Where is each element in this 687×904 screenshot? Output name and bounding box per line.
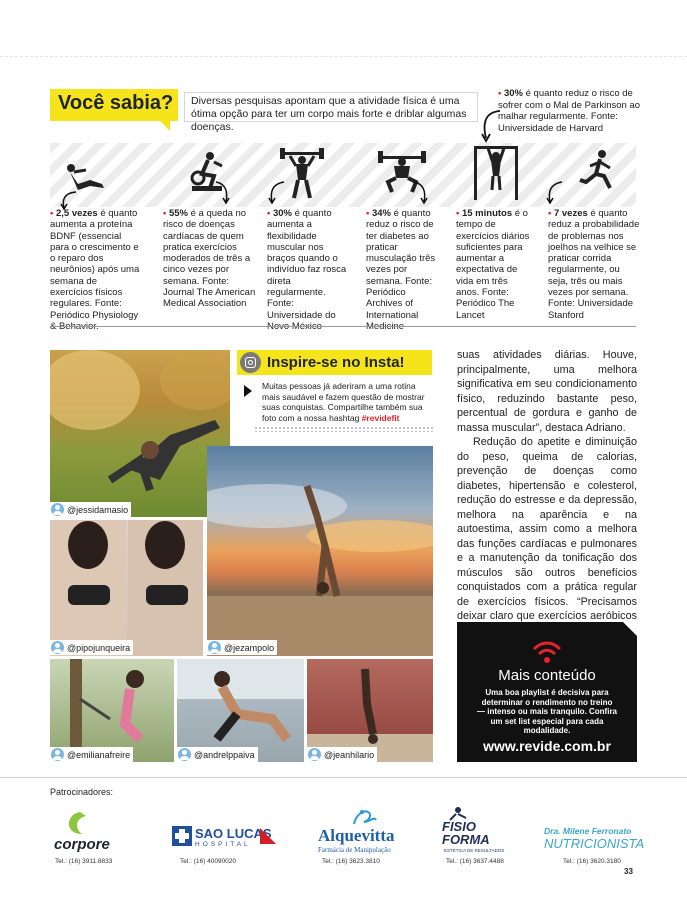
photo-tag: @pipojunqueira: [50, 640, 133, 655]
running-icon: [570, 146, 630, 206]
corpore-logo: corpore: [52, 808, 122, 856]
sponsors-label: Patrocinadores:: [50, 787, 114, 797]
sponsor-tel: Tel.: (16) 3911.8833: [55, 858, 113, 865]
page-number: 33: [624, 867, 633, 876]
photo-andrelppaiva: [177, 659, 304, 762]
milene-ferronato-logo: Dra. Milene Ferronato NUTRICIONISTA: [544, 826, 645, 851]
intro-text: Diversas pesquisas apontam que a atividade física é uma ótima opção para ter um corpo mais forte e driblar algumas doenças.: [184, 92, 478, 122]
alquevitta-logo: Alquevitta Farmácia de Manipulação: [316, 806, 412, 856]
website-link[interactable]: www.revide.com.br: [483, 738, 611, 754]
insta-title: Inspire-se no Insta!: [267, 354, 405, 371]
article-body: [457, 348, 637, 653]
user-avatar-icon: [208, 641, 221, 654]
fact-highlight: 30%: [272, 208, 292, 219]
photo-tag: @jezampolo: [207, 640, 277, 655]
paragraph: Redução do apetite e diminuição do peso, queima de calorias, prevenção de doenças como diabetes, hipertensão e colesterol, redução do estresse e da depressão, melhora na aparência e na autoestima, assim como a melhora das funções cardíacas e pulmonares e a manutenção da tonificação dos músculos são outros benefícios conquistados com a prática regular de exercícios físicos. “Precisamos deixar claro que exercícios aeróbicos: [457, 435, 637, 653]
voce-sabia-title: Você sabia?: [58, 92, 174, 114]
user-avatar-icon: [51, 503, 64, 516]
dotted-rule: [254, 426, 434, 432]
fact-text: é quanto aumenta a flexibilidade muscular nos braços quando o indivíduo faz rosca direta regularmente. Fonte: Universidade do Novo México: [267, 208, 347, 332]
curved-arrow-icon: [268, 180, 286, 206]
fact-item-1: • 2,5 vezes é quanto aumenta a proteína BDNF (essencial para o crescimento e o reparo dos neurônios) após uma semana de exercícios físicos regulares. Fonte: Periódico Physiology & Behavior.: [50, 208, 140, 332]
paragraph: suas atividades diárias. Houve, principalmente, uma melhora significativa em seu condicionamento físico, reduzindo bastante peso, percentual de gordura e ganho de massa muscular”, destaca Adriano.: [457, 349, 637, 434]
photo-pipojunqueira: [50, 520, 203, 656]
fact-highlight: 2,5 vezes: [55, 208, 98, 219]
photo-tag: @emilianafreire: [50, 747, 133, 762]
fact-text: é o tempo de exercícios diários suficientes para aumentar a expectativa de vida em três anos. Fonte: Periódico The Lancet: [456, 208, 530, 321]
sao-lucas-logo: SAO LUCAS HOSPITAL: [172, 826, 282, 856]
fact-item-4: • 34% é quanto reduz o risco de ter diabetes ao praticar musculação três vezes por semana. Fonte: Periódico Archives of International Medicine: [366, 208, 436, 332]
photo-jezampolo: [207, 446, 433, 656]
wifi-icon: [532, 640, 562, 664]
fact-text: é quanto aumenta a proteína BDNF (essencial para o crescimento e o reparo dos neurônios) após uma semana de exercícios físicos regulares. Fonte: Periódico Physiology & Behavior.: [50, 208, 140, 332]
mais-text: Uma boa playlist é decisiva para determinar o rendimento no treino — intenso ou mais tranquilo. Confira um set list especial para cada modalidade.: [477, 688, 618, 736]
fisio-forma-logo: FISIO FORMA ESTÉTICA DE RESULTADOS: [442, 806, 502, 856]
photo-emilianafreire: [50, 659, 174, 762]
sponsor-tel: Tel.: (16) 40090020: [180, 858, 237, 865]
fact-highlight: 7 vezes: [553, 208, 588, 219]
fact-item-5: • 15 minutos é o tempo de exercícios diários suficientes para aumentar a expectativa de vida em três anos. Fonte: Periódico The Lancet: [456, 208, 530, 321]
instagram-icon: [240, 352, 261, 373]
sponsor-tel: Tel.: (16) 3623.3810: [322, 858, 380, 865]
photo-jeanhilario: [307, 659, 433, 762]
photo-tag: @andrelppaiva: [177, 747, 258, 762]
voce-sabia-heading-box: [50, 89, 178, 121]
fact-item-2: • 55% é a queda no risco de doenças cardíacas de quem pratica exercícios moderados de três a cinco vezes por semana. Fonte: Journal The American Medical Association: [163, 208, 256, 310]
fact-item-6: • 7 vezes é quanto reduz a probabilidade de problemas nos joelhos na velhice se praticar corrida regularmente, ou seja, três ou mais vezes por semana. Fonte: Universidade Stanford: [548, 208, 640, 321]
triangle-marker-icon: [244, 385, 252, 397]
fact-highlight: 15 minutos: [461, 208, 513, 219]
photo-jessidamasio: [50, 350, 230, 517]
fact-highlight: 55%: [168, 208, 188, 219]
user-avatar-icon: [51, 641, 64, 654]
curved-arrow-icon: [546, 180, 564, 206]
fact-text: é quanto reduz o risco de sofrer com o Mal de Parkinson ao malhar regularmente. Fonte: Universidade de Harvard: [498, 88, 641, 134]
photo-tag: @jeanhilario: [307, 747, 377, 762]
user-avatar-icon: [308, 748, 321, 761]
curved-arrow-icon: [412, 180, 430, 206]
curved-arrow-icon: [478, 108, 504, 144]
mais-title: Mais conteúdo: [498, 667, 596, 684]
pullup-bar-icon: [466, 142, 526, 202]
fact-highlight: 30%: [503, 88, 523, 99]
fact-text: é quanto reduz a probabilidade de problemas nos joelhos na velhice se praticar corrida regularmente, ou seja, três ou mais vezes por semana. Fonte: Universidade Stanford: [548, 208, 640, 321]
curved-arrow-icon: [214, 180, 232, 206]
top-dashed-line: [0, 56, 687, 57]
fact-text: é quanto reduz o risco de ter diabetes ao praticar musculação três vezes por semana. Fonte: Periódico Archives of International Medicine: [366, 208, 436, 332]
sponsors-divider: [0, 777, 687, 778]
photo-tag: @jessidamasio: [50, 502, 131, 517]
sponsor-tel: Tel.: (16) 3620.3180: [563, 858, 621, 865]
hashtag: #revidefit: [361, 412, 400, 423]
insta-text: Muitas pessoas já aderiram a uma rotina mais saudável e fazem questão de mostrar suas conquistas. Compartilhe também sua foto com a nossa hashtag #revidefit: [262, 381, 425, 423]
section-divider: [50, 326, 636, 327]
insta-heading-box: [237, 350, 432, 375]
fact-parkinson: • 30% é quanto reduz o risco de sofrer com o Mal de Parkinson ao malhar regularmente. Fonte: Universidade de Harvard: [498, 88, 641, 134]
user-avatar-icon: [178, 748, 191, 761]
fact-highlight: 34%: [371, 208, 391, 219]
fact-text: é a queda no risco de doenças cardíacas de quem pratica exercícios moderados de três a cinco vezes por semana. Fonte: Journal The American Medical Association: [163, 208, 256, 310]
fact-item-3: • 30% é quanto aumenta a flexibilidade muscular nos braços quando o indivíduo faz rosca direta regularmente. Fonte: Universidade do Novo México: [267, 208, 347, 332]
mais-conteudo-box: [457, 622, 637, 762]
sponsor-tel: Tel.: (16) 3637.4488: [446, 858, 504, 865]
user-avatar-icon: [51, 748, 64, 761]
